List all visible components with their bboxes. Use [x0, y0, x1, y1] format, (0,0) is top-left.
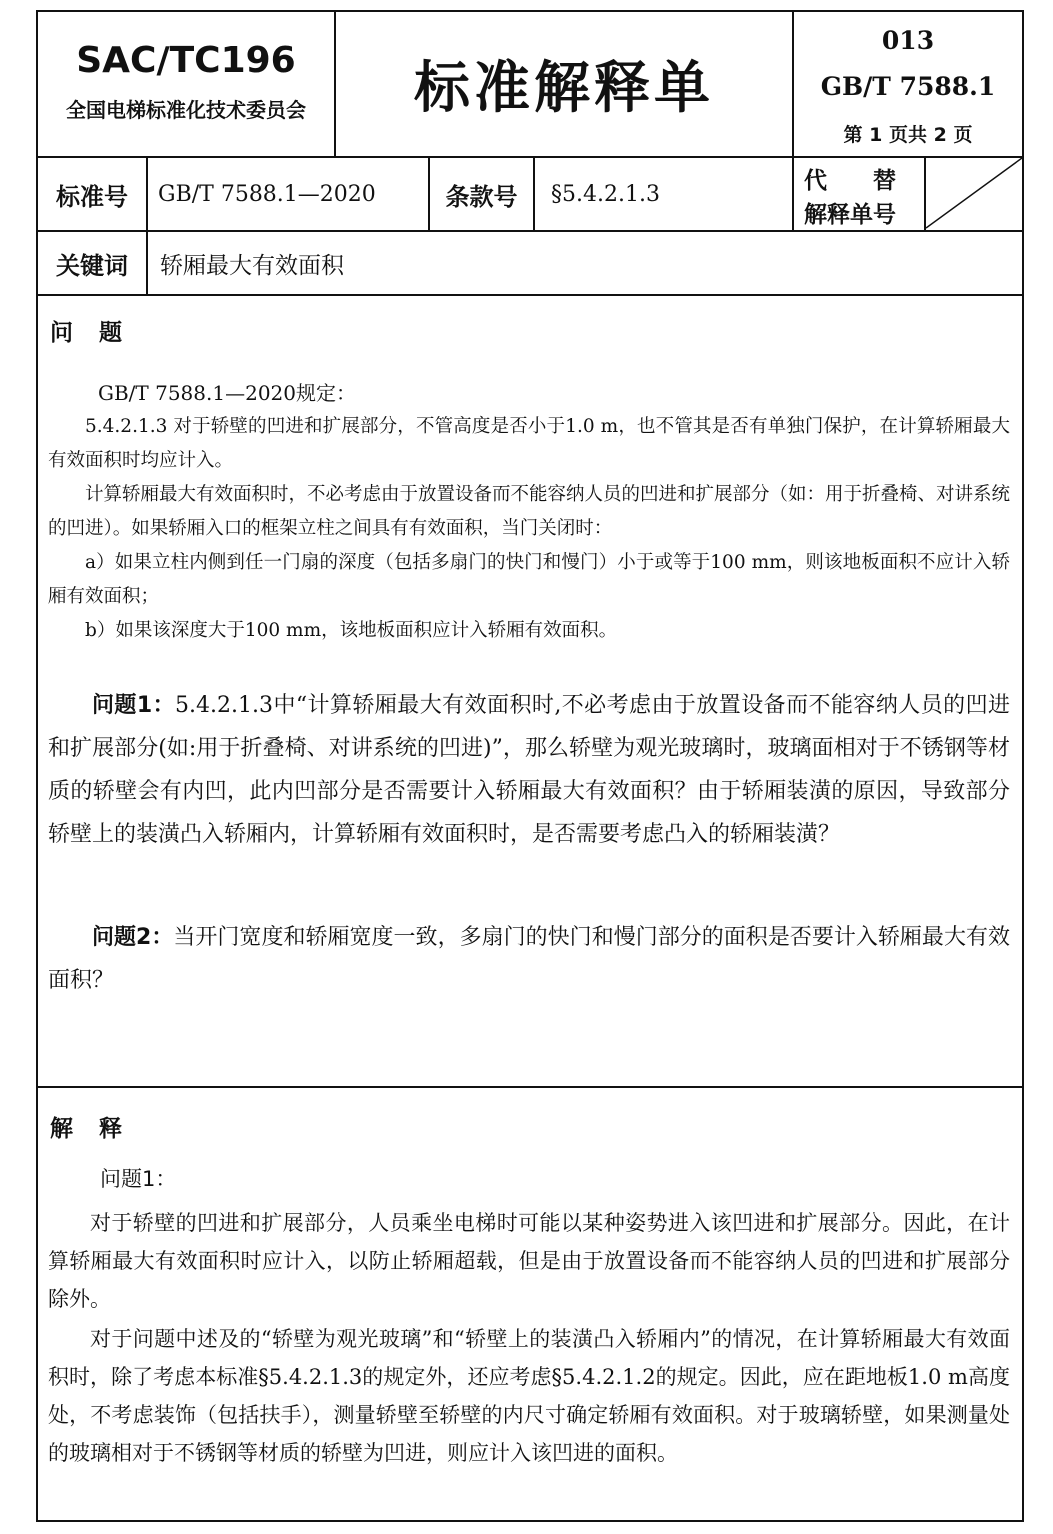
question-1-text: 5.4.2.1.3中“计算轿厢最大有效面积时,不必考虑由于放置设备而不能容纳人员的凹进和扩展部分(如:用于折叠椅、对讲系统的凹进)”，那么轿壁为观光玻璃时，玻璃面相对于不锈钢等材质的轿壁会有内凹，此内凹部分是否需要计入轿厢最大有效面积？由于轿厢装潢的原因，导致部分轿壁上的装潢凸入轿厢内，计算轿厢有效面积时，是否需要考虑凸入的轿厢装潢？	[48, 693, 1010, 847]
standard-no-value: GB/T 7588.1—2020	[158, 181, 376, 207]
keyword-row	[38, 232, 1022, 296]
org-code: SAC/TC196	[76, 40, 296, 81]
explanation-paragraph-2: 对于问题中述及的“轿壁为观光玻璃”和“轿壁上的装潢凸入轿厢内”的情况，在计算轿厢最大有效面积时，除了考虑本标准§5.4.2.1.3的规定外，还应考虑§5.4.2.1.2的规定。因此，应在距地板1.0 m高度处，不考虑装饰（包括扶手），测量轿壁至轿壁的内尺寸确定轿厢有效面积。对于玻璃轿壁，如果测量处的玻璃相对于不锈钢等材质的轿壁为凹进，则应计入该凹进的面积。	[48, 1327, 1010, 1465]
question-1	[48, 684, 1010, 856]
item-b: b）如果该深度大于100 mm，该地板面积应计入轿厢有效面积。	[85, 620, 618, 641]
keyword-label-cell	[38, 232, 148, 294]
standard-no-label-cell	[38, 158, 148, 230]
clause-label: 条款号	[445, 182, 518, 211]
clause-text-2: 计算轿厢最大有效面积时，不必考虑由于放置设备而不能容纳人员的凹进和扩展部分（如：用于折叠椅、对讲系统的凹进）。如果轿厢入口的框架立柱之间具有有效面积，当门关闭时：	[48, 484, 1011, 539]
explanation-q1-heading	[48, 1160, 1010, 1198]
question-title: 问题	[50, 320, 148, 346]
question-section	[38, 296, 1022, 1088]
question-intro	[48, 376, 1010, 410]
replace-value-cell	[926, 158, 1022, 230]
page-info: 第 1 页共 2 页	[843, 124, 973, 146]
explanation-paragraph-1: 对于轿壁的凹进和扩展部分，人员乘坐电梯时可能以某种姿势进入该凹进和扩展部分。因此，在计算轿厢最大有效面积时应计入，以防止轿厢超载，但是由于放置设备而不能容纳人员的凹进和扩展部分除外。	[48, 1211, 1010, 1311]
keyword-value-cell	[148, 232, 1022, 294]
serial-number: 013	[881, 26, 935, 55]
standard-row	[38, 158, 1022, 232]
doc-title: 标准解释单	[414, 56, 714, 121]
title-block	[336, 12, 794, 156]
org-name: 全国电梯标准化技术委员会	[66, 98, 306, 122]
keyword-label: 关键词	[56, 251, 128, 280]
keyword-value: 轿厢最大有效面积	[160, 252, 344, 279]
replace-label-line2: 解释单号	[804, 202, 896, 228]
replace-label-line1: 代 替	[804, 168, 896, 194]
explanation-q1-heading-text: 问题1：	[100, 1167, 177, 1191]
clause-label-cell	[430, 158, 535, 230]
explanation-section	[38, 1088, 1022, 1520]
question-2	[48, 916, 1010, 1002]
empty-diagonal-line	[926, 158, 1022, 230]
org-block	[38, 12, 336, 156]
header-row	[38, 12, 1022, 158]
standard-no-value-cell	[148, 158, 430, 230]
question-intro-text: GB/T 7588.1—2020规定：	[98, 381, 356, 405]
explanation-title: 解释	[50, 1116, 148, 1142]
serial-block	[794, 12, 1022, 156]
clause-value-cell	[535, 158, 794, 230]
item-a: a）如果立柱内侧到任一门扇的深度（包括多扇门的快门和慢门）小于或等于100 mm，则该地板面积不应计入轿厢有效面积；	[48, 552, 1010, 607]
question-2-text: 当开门宽度和轿厢宽度一致，多扇门的快门和慢门部分的面积是否要计入轿厢最大有效面积？	[48, 925, 1010, 993]
clause-value: §5.4.2.1.3	[551, 181, 660, 207]
standard-code: GB/T 7588.1	[820, 72, 996, 101]
question-1-label: 问题1：	[92, 693, 176, 718]
interpretation-form	[36, 10, 1024, 1522]
standard-no-label: 标准号	[56, 182, 128, 211]
clause-text: 5.4.2.1.3 对于轿壁的凹进和扩展部分，不管高度是否小于1.0 m，也不管其是否有单独门保护，在计算轿厢最大有效面积时均应计入。	[48, 416, 1010, 471]
replace-label-cell	[794, 158, 926, 230]
question-2-label: 问题2：	[92, 925, 174, 950]
